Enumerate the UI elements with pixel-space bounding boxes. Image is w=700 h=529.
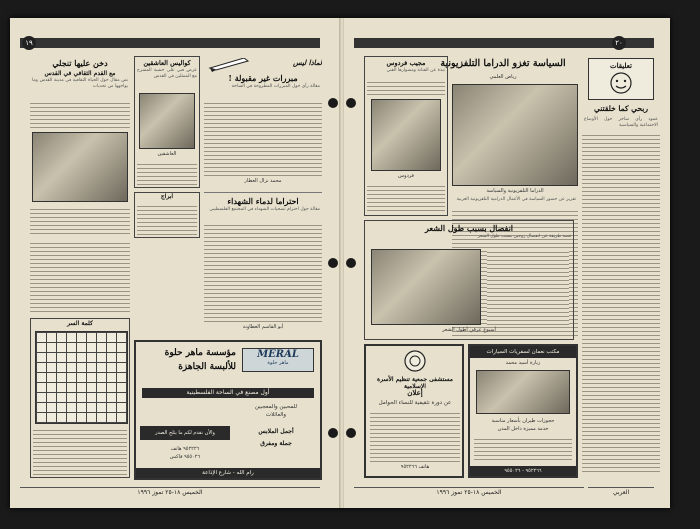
clothing-ad-slogan1: والأن نقدم لكم ما يثلج الصدر (140, 426, 230, 440)
right-footer: الخميس ١٨-٢٥ تموز ١٩٩٦ (354, 487, 584, 498)
hair-text-lines (487, 249, 569, 325)
crossword-grid (35, 331, 128, 424)
hair-photo (371, 249, 481, 325)
hospital-ad-text-lines (370, 410, 460, 462)
clothing-ad-line2: والعائلات (265, 412, 287, 418)
meral-logo (242, 348, 314, 372)
hospital-ad-line: عن دورة تثقيفية للنساء الحوامل (378, 400, 452, 406)
martyrs-article (204, 192, 322, 332)
opinion-text-lines (204, 100, 322, 176)
newspaper-spread (10, 18, 670, 508)
crossword-box (30, 318, 130, 478)
binder-hole (346, 98, 356, 108)
clothing-ad-subtitle: أول مصنع في الساحة الفلسطينية (142, 388, 314, 398)
culture-text-lines (30, 100, 130, 128)
main-caption: الدراما التلفزيونية والسياسة (486, 188, 544, 194)
martyrs-author: أبو القاسم العطاونة (242, 324, 284, 330)
binder-hole (346, 258, 356, 268)
comments-badge (588, 58, 654, 100)
face-icon (609, 71, 633, 95)
right-footer-paper-name: العربي (588, 487, 654, 498)
singer-text-lines (367, 79, 445, 95)
martyrs-body: مقالة حول احترام تضحيات الشهداء في المجتمع الفلسطيني (209, 207, 320, 212)
culture-photo (32, 132, 128, 202)
opinion-article (204, 56, 322, 188)
clothing-ad-slogan3: جملة ومفرق (260, 440, 292, 447)
culture-text-lines-2 (30, 206, 130, 234)
opinion-body: مقالة رأي حول المبررات المطروحة في الساحة (231, 84, 320, 89)
meral-brand: MERAL (257, 349, 299, 360)
singer-text-lines-2 (367, 183, 445, 213)
clothing-ad-line1: للمحبين والمعجبين (254, 404, 298, 410)
clothing-ad-title1: مؤسسة ماهر حلوة (164, 348, 236, 358)
hospital-emblem-icon (404, 350, 426, 372)
theatre-headline: كواليس العاشقين (143, 59, 191, 67)
hair-article (364, 220, 574, 340)
misc-text-lines (30, 240, 130, 312)
main-body: تقرير عن حضور السياسة في الأعمال الدرامية التلفزيونية العربية (456, 197, 576, 202)
left-top-rule (20, 38, 320, 48)
culture-subhead: مع القدم الثقافي في القدس (44, 70, 116, 77)
horoscope-text-lines (137, 203, 197, 237)
side-body: عمود رأي ساخر حول الأوضاع الاجتماعية والسياسية (584, 117, 658, 128)
side-text-lines (582, 132, 660, 472)
car-ad-phone: ٩٥٢٢٦٦ - ٩٥٥٠٢٦ (470, 466, 576, 476)
singer-caption: فردوس (398, 173, 414, 179)
car-ad-line2: خدمة مميزة داخل المدن (497, 426, 549, 432)
left-page (10, 18, 340, 508)
binder-hole (328, 428, 338, 438)
singer-body: نبذة عن الفنانة ومشوارها الفني (386, 68, 445, 73)
opinion-headline: مبررات غير مقبولة ! (228, 73, 298, 83)
main-headline: السياسة تغزو الدراما التلفزيونية (440, 58, 566, 69)
car-ad-subtitle: زيارة أسيد محمد (505, 360, 541, 366)
crossword-clues (33, 427, 127, 475)
car-photo (476, 370, 570, 414)
meral-brand-sub: ماهر حلوة (267, 360, 289, 366)
singer-headline: مجيب فردوس (386, 59, 426, 67)
clothing-ad-phone1: ٩٥٢٢٢٦ هاتف (170, 446, 200, 452)
binder-hole (328, 98, 338, 108)
pencil-icon (208, 58, 252, 72)
hospital-ad-subtitle: إعلان (407, 388, 423, 397)
theatre-article (134, 56, 200, 188)
opinion-author: محمد نزال العطار (244, 178, 282, 184)
binder-hole (328, 258, 338, 268)
car-ad (468, 344, 578, 478)
hospital-ad-title: مستشفى جمعية تنظيم الأسرة الإسلامية (377, 376, 453, 390)
left-footer: الخميس ١٨-٢٥ تموز ١٩٩٦ (20, 487, 320, 498)
crossword-title: كلمة السر (67, 320, 93, 327)
clothing-ad-title2: للألبسة الجاهزة (178, 362, 236, 372)
clothing-ad-address: رام الله - شارع الإذاعة (136, 468, 320, 478)
opinion-kicker: لماذا ليس (293, 58, 322, 67)
car-ad-title: مكتب نعمان لسفريات السيارات (470, 346, 576, 358)
theatre-text-lines (137, 161, 197, 187)
right-top-rule (354, 38, 654, 48)
comments-kicker: تعليقات (609, 61, 633, 70)
singer-box (364, 56, 448, 216)
theatre-caption: العاشقين (157, 151, 177, 157)
left-page-number: ١٩ (22, 36, 36, 50)
culture-article (30, 56, 130, 234)
main-byline: رياض العلمي (489, 74, 517, 80)
hospital-ad (364, 344, 464, 478)
hair-body: قصة طريفة عن انفصال زوجين بسبب طول الشعر (477, 234, 571, 239)
clothing-ad-slogan2: أجمل الملابس (258, 428, 294, 435)
binder-hole (346, 428, 356, 438)
hair-caption: أسبوع عرفي أطول الشعر (442, 327, 496, 333)
main-photo (452, 84, 578, 186)
theatre-body: عرض فني على خشبة المسرح مع الممثلين في القدس (137, 68, 197, 79)
car-ad-line1: حجوزات طيران بأسعار مناسبة (491, 418, 555, 424)
horoscope-title: ابراج (160, 193, 174, 200)
clothing-ad-phone2: ٩٥٥٠٢٦ فاكس (169, 454, 201, 460)
martyrs-headline: احتراما لدماء الشهداء (227, 196, 299, 206)
culture-headline: دخن عليها تنجلي (52, 58, 108, 68)
martyrs-text-lines (204, 222, 322, 322)
theatre-photo (139, 93, 195, 149)
clothing-ad (134, 340, 322, 480)
hospital-ad-phone: هاتف ٩٥٢٢٦٦ (400, 464, 430, 470)
culture-body: نص مقال حول الحياة الثقافية في مدينة القدس وما يواجهها من تحديات (32, 78, 128, 89)
side-column (582, 56, 660, 476)
car-ad-text-lines (474, 436, 572, 462)
horoscope-box (134, 192, 200, 238)
side-headline: ربحي كما خلقتني (594, 104, 648, 113)
right-page-number: ٢٠ (612, 36, 626, 50)
singer-photo (371, 99, 441, 171)
right-page (344, 18, 670, 508)
hair-headline: انفصال بسبب طول الشعر (424, 223, 514, 233)
